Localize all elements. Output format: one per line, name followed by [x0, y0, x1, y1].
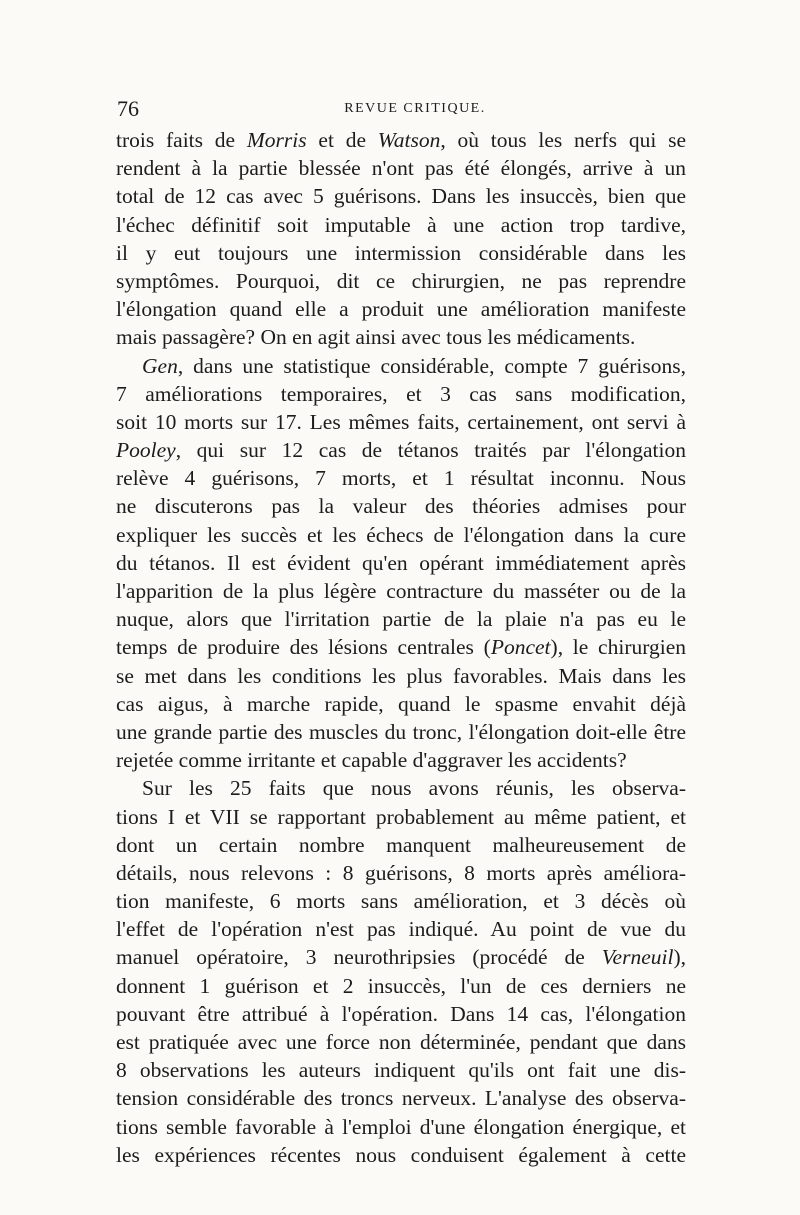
text-segment: l'élongation quand elle a produit une amélioration manifeste: [116, 297, 686, 322]
text-segment: donnent 1 guérison et 2 insuccès, l'un de ces derniers ne: [116, 973, 686, 998]
text-line: [116, 887, 686, 915]
text-segment: temps de produire des lésions centrales (: [116, 635, 491, 660]
text-segment: l'apparition de la plus légère contracture du masséter ou de la: [116, 579, 686, 603]
text-segment: , qui sur 12 cas de tétanos traités par l'élongation: [175, 438, 686, 463]
text-line: [116, 408, 686, 436]
text-line: [116, 521, 686, 549]
text-line: [116, 267, 686, 295]
text-line: [116, 182, 686, 210]
text-segment: tions semble favorable à l'emploi d'une élongation énergique, et: [116, 1114, 686, 1139]
text-segment: se met dans les conditions les plus favorables. Mais dans les: [116, 663, 686, 688]
text-segment: ne discuterons pas la valeur des théories admises pour: [116, 494, 686, 519]
text-line: [116, 239, 686, 267]
text-line: [116, 380, 686, 408]
text-segment: cas aigus, à marche rapide, quand le spasme envahit déjà: [116, 691, 686, 716]
text-line: [116, 126, 686, 154]
text-line: [116, 323, 686, 351]
text-segment: ), le chirurgien: [550, 635, 687, 660]
text-segment: dont un certain nombre manquent malheureusement de: [116, 832, 686, 857]
page-number: 76: [117, 96, 139, 121]
text-segment: l'effet de l'opération n'est pas indiqué. Au point de vue du: [116, 917, 686, 942]
text-line: [116, 352, 686, 380]
text-line: [116, 549, 686, 577]
italic-name: Gen: [142, 353, 178, 378]
text-segment: pouvant être attribué à l'opération. Dans 14 cas, l'élongation: [116, 1001, 686, 1026]
text-line: [116, 831, 686, 859]
text-line: [116, 577, 686, 605]
text-line: [116, 154, 686, 182]
text-line: [116, 972, 686, 1000]
text-line: [116, 1084, 686, 1112]
text-segment: et de: [306, 128, 378, 152]
text-line: [116, 605, 686, 633]
text-segment: total de 12 cas avec 5 guérisons. Dans les insuccès, bien que: [116, 184, 686, 209]
text-line: [116, 1056, 686, 1084]
text-line: [116, 746, 686, 774]
text-segment: l'échec définitif soit imputable à une action trop tardive,: [116, 212, 686, 237]
text-line: [116, 1141, 686, 1169]
text-line: [116, 464, 686, 492]
text-line: [116, 1028, 686, 1056]
text-line: [116, 492, 686, 520]
text-line: [116, 211, 686, 239]
text-line: [116, 718, 686, 746]
text-line: [116, 915, 686, 943]
text-segment: relève 4 guérisons, 7 morts, et 1 résultat inconnu. Nous: [116, 466, 686, 491]
text-segment: expliquer les succès et les échecs de l'élongation dans la cure: [116, 522, 686, 547]
text-line: [116, 803, 686, 831]
text-segment: tension considérable des troncs nerveux. L'analyse des observa-: [116, 1086, 686, 1111]
text-segment: ),: [673, 945, 686, 970]
text-segment: du tétanos. Il est évident qu'en opérant immédiatement après: [116, 550, 686, 575]
italic-name: Poncet: [490, 635, 551, 660]
text-line: [116, 436, 686, 464]
body-text: [116, 126, 686, 1169]
text-line: [116, 690, 686, 718]
text-segment: manuel opératoire, 3 neurothripsies (procédé de: [116, 945, 602, 970]
text-segment: une grande partie des muscles du tronc, l'élongation doit-elle être: [116, 719, 686, 744]
italic-name: Pooley: [116, 438, 176, 463]
italic-name: Verneuil: [601, 945, 674, 970]
text-segment: rejetée comme irritante et capable d'aggraver les accidents?: [116, 748, 627, 773]
text-line: [116, 633, 686, 661]
text-segment: détails, nous relevons : 8 guérisons, 8 morts après améliora-: [116, 860, 686, 885]
text-segment: 7 améliorations temporaires, et 3 cas sans modification,: [116, 381, 686, 406]
text-line: [116, 295, 686, 323]
text-segment: soit 10 morts sur 17. Les mêmes faits, certainement, ont servi à: [116, 409, 686, 434]
text-segment: nuque, alors que l'irritation partie de la plaie n'a pas eu le: [116, 607, 686, 632]
text-segment: tions I et VII se rapportant probablement au même patient, et: [116, 804, 686, 829]
text-segment: , dans une statistique considérable, compte 7 guérisons,: [177, 353, 686, 378]
text-segment: les expériences récentes nous conduisent également à cette: [116, 1142, 686, 1167]
text-line: [116, 1000, 686, 1028]
text-segment: symptômes. Pourquoi, dit ce chirurgien, ne pas reprendre: [116, 268, 686, 293]
text-segment: tion manifeste, 6 morts sans amélioration, et 3 décès où: [116, 889, 686, 914]
running-title: REVUE CRITIQUE.: [344, 101, 486, 116]
text-line: [116, 943, 686, 971]
text-segment: trois faits de: [116, 128, 247, 152]
text-line: [116, 774, 686, 802]
italic-name: Watson: [377, 128, 441, 152]
text-line: [116, 662, 686, 690]
text-segment: mais passagère? On en agit ainsi avec tous les médicaments.: [116, 325, 636, 350]
text-line: [116, 859, 686, 887]
text-segment: Sur les 25 faits que nous avons réunis, les observa-: [142, 776, 686, 801]
text-segment: est pratiquée avec une force non déterminée, pendant que dans: [116, 1030, 686, 1054]
text-segment: il y eut toujours une intermission considérable dans les: [116, 240, 686, 265]
text-segment: , où tous les nerfs qui se: [440, 128, 686, 152]
text-line: [116, 1113, 686, 1141]
text-segment: 8 observations les auteurs indiquent qu'ils ont fait une dis-: [116, 1058, 686, 1083]
text-segment: rendent à la partie blessée n'ont pas été élongés, arrive à un: [116, 156, 686, 181]
italic-name: Morris: [246, 128, 307, 152]
